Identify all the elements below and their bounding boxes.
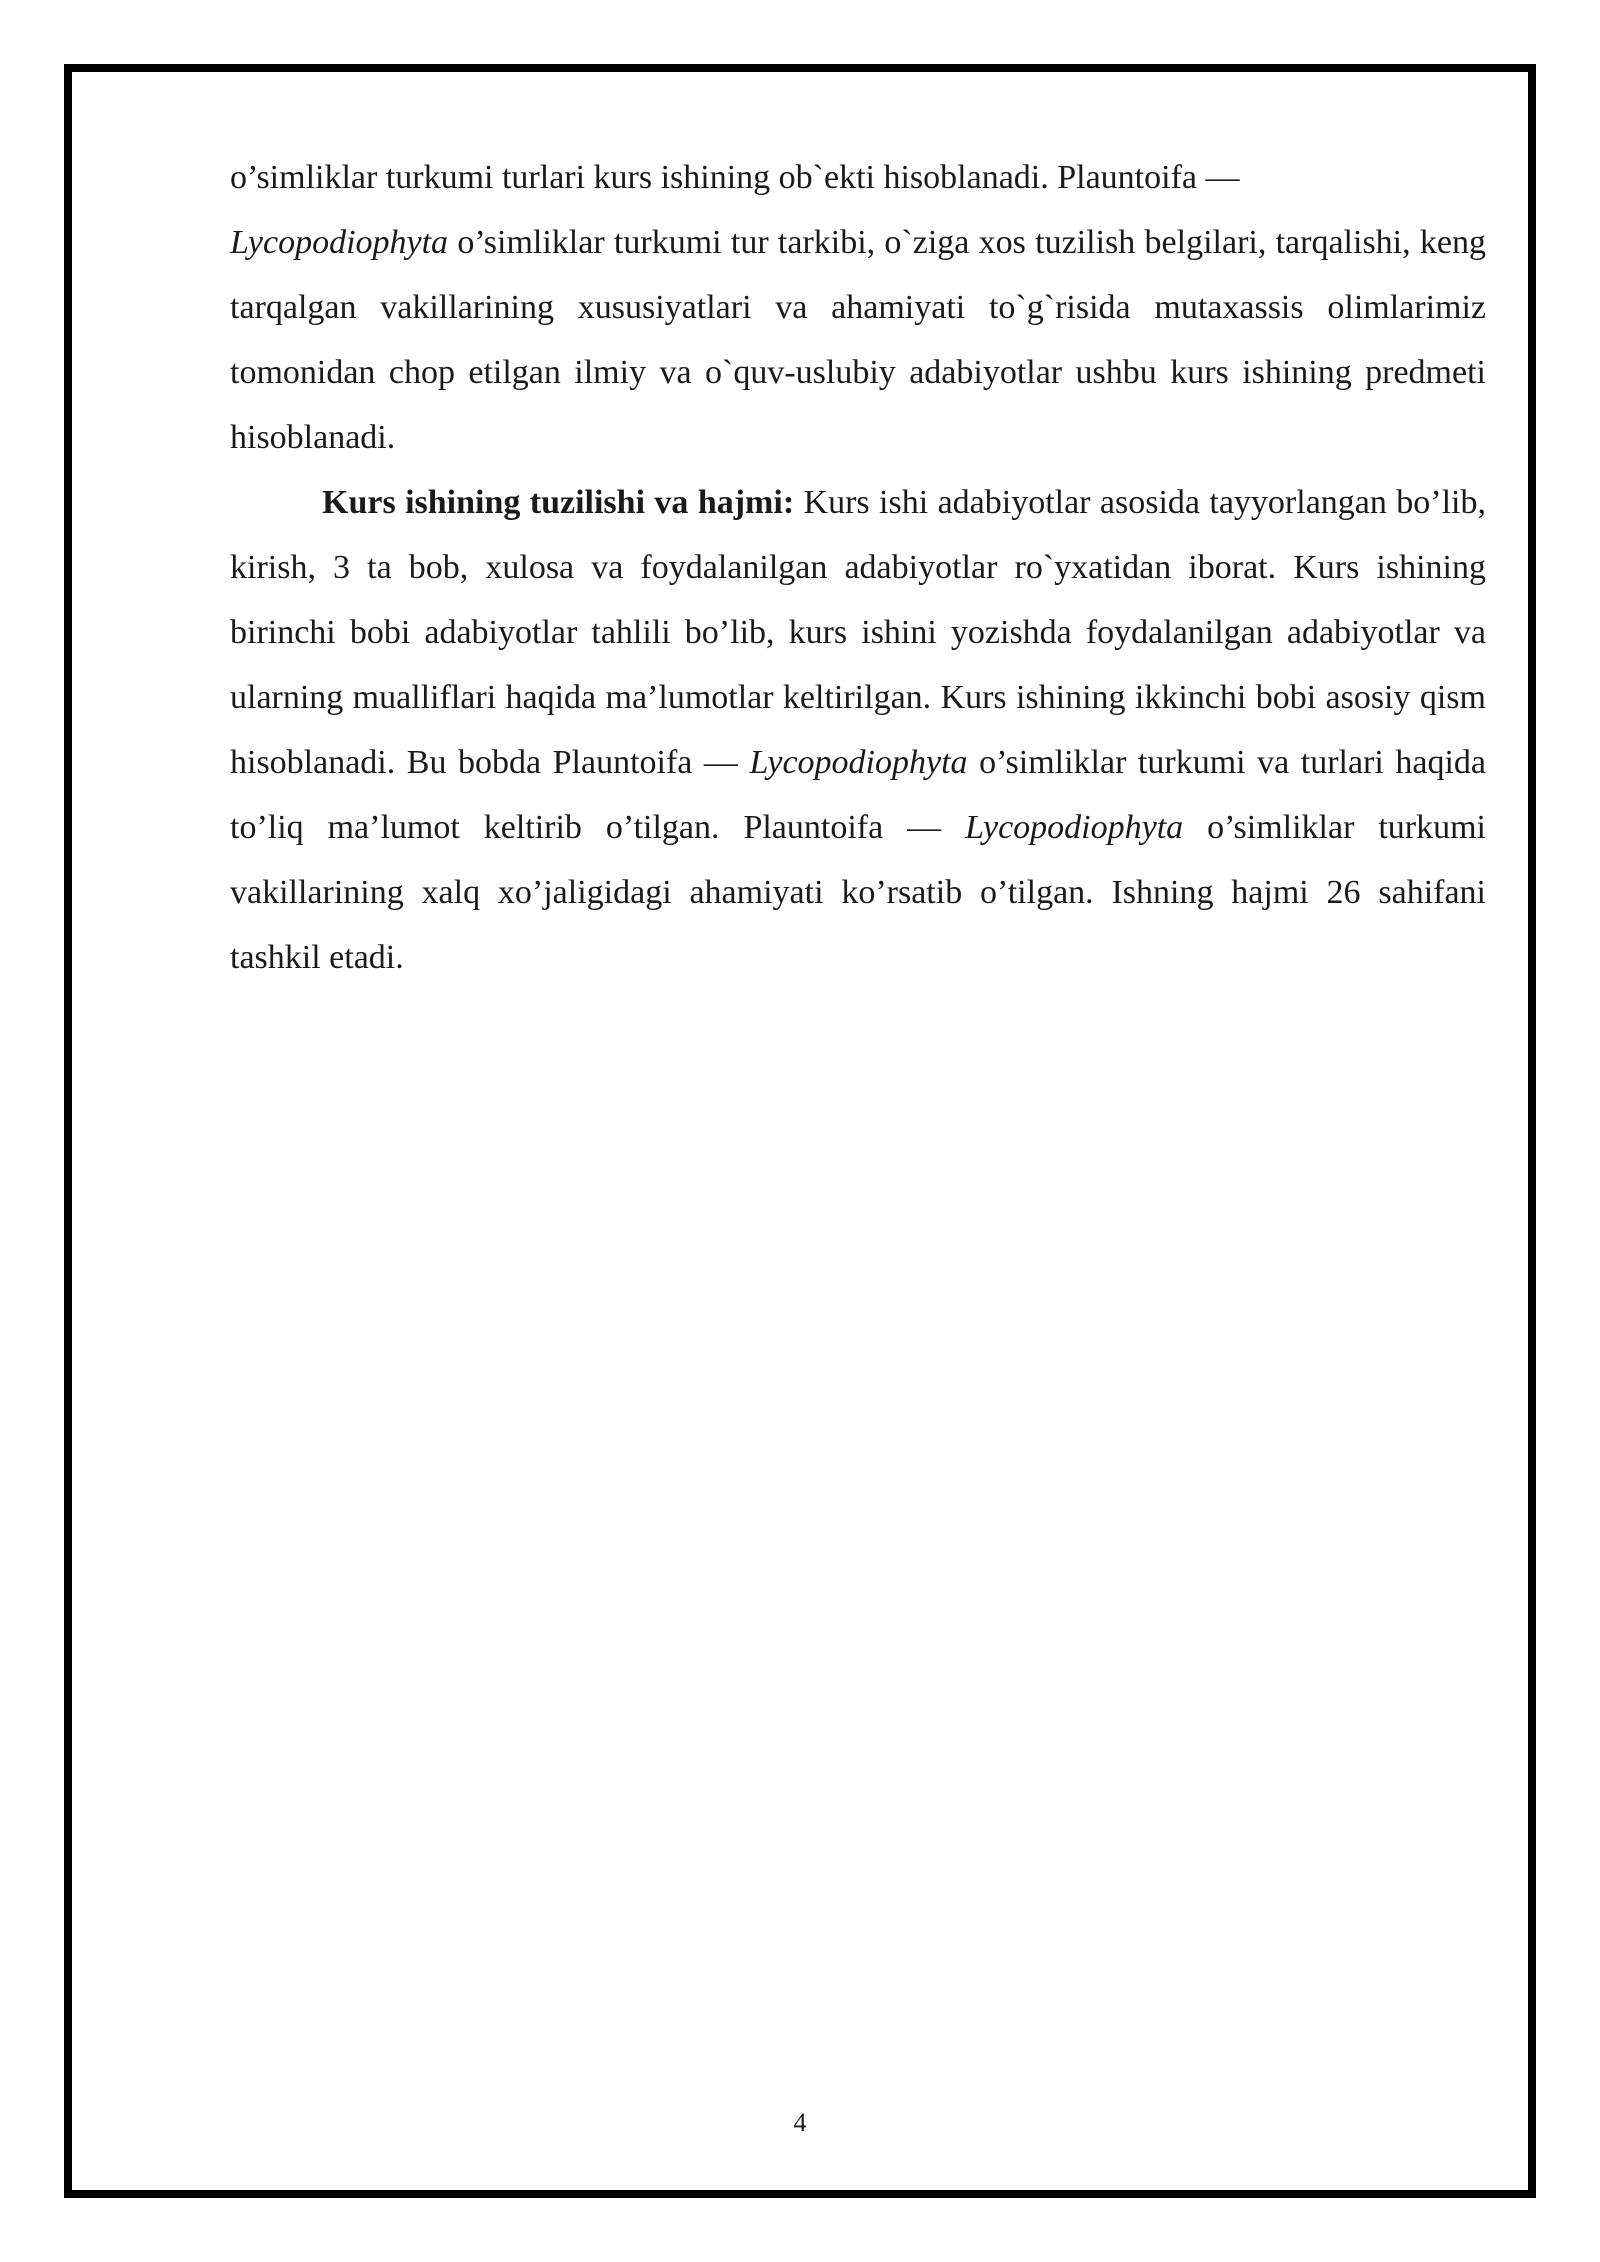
paragraph-heading: Kurs ishining tuzilishi va hajmi: [322,484,795,521]
paragraph-text: Kurs ishi adabiyotlar asosida tayyorlangan bo’lib, kirish, 3 ta bob, xulosa va foydalanilgan adabiyotlar ro`yxatidan iborat. Kurs ishining birinchi bobi adabiyotlar tahlili bo’lib, kurs ishini yozishda foydalanilgan adabiyotlar va ularning mualliflari haqida ma’lumotlar keltirilgan. Kurs ishining ikkinchi bobi asosiy qism hisoblanadi. Bu bobda Plauntoifa — [230,484,1486,781]
paragraph-text: o’simliklar turkumi vakillarining xalq xo’jaligidagi ahamiyati ko’rsatib o’tilgan. Ishning hajmi 26 sahifani tashkil etadi. [230,809,1486,976]
page-number: 4 [793,2108,807,2137]
latin-name: Lycopodiophyta [230,224,449,261]
paragraph-object-subject [230,145,1486,470]
paragraph-structure-volume [230,470,1486,990]
paragraph-text: o’simliklar turkumi tur tarkibi, o`ziga xos tuzilish belgilari, tarqalishi, keng tarqalgan vakillarining xususiyatlari va ahamiyati to`g`risida mutaxassis olimlarimiz tomonidan chop etilgan ilmiy va o`quv-uslubiy adabiyotlar ushbu kurs ishining predmeti hisoblanadi. [230,224,1486,456]
latin-name: Lycopodiophyta [749,744,968,781]
paragraph-text: o’simliklar turkumi va turlari haqida to’liq ma’lumot keltirib o’tilgan. Plauntoifa — [230,744,1486,846]
latin-name: Lycopodiophyta [965,809,1184,846]
paragraph-text: o’simliklar turkumi turlari kurs ishining ob`ekti hisoblanadi. Plauntoifa — [230,159,1240,196]
document-body [230,145,1486,990]
